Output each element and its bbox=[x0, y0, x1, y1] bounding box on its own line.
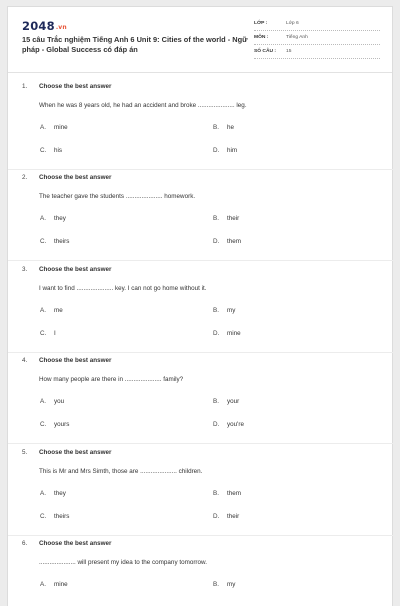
question-label: Choose the best answer bbox=[39, 174, 112, 181]
option-text: mine bbox=[54, 581, 68, 588]
option-c[interactable] bbox=[40, 147, 62, 154]
option-a[interactable] bbox=[40, 490, 66, 497]
option-b[interactable] bbox=[213, 307, 235, 314]
option-a[interactable] bbox=[40, 398, 64, 405]
option-d[interactable] bbox=[213, 513, 239, 520]
option-c[interactable] bbox=[40, 238, 69, 245]
option-text: he bbox=[227, 124, 235, 131]
option-a[interactable] bbox=[40, 215, 66, 222]
option-text: me bbox=[54, 307, 63, 314]
meta-value: Lớp 6 bbox=[286, 21, 299, 26]
option-letter: D. bbox=[213, 238, 220, 245]
option-letter: B. bbox=[213, 215, 219, 222]
question-number: 5. bbox=[22, 449, 28, 456]
option-text: my bbox=[227, 581, 236, 588]
option-letter: A. bbox=[40, 581, 46, 588]
question-number: 3. bbox=[22, 266, 28, 273]
question-number: 4. bbox=[22, 357, 28, 364]
option-letter: B. bbox=[213, 581, 219, 588]
question-divider bbox=[8, 352, 394, 353]
meta-row-count bbox=[254, 46, 380, 59]
question-text: This is Mr and Mrs Simth, those are ..................... children. bbox=[39, 468, 203, 475]
meta-key: SỐ CÂU : bbox=[254, 49, 277, 54]
question-text: ..................... will present my idea to the company tomorrow. bbox=[39, 559, 207, 566]
option-a[interactable] bbox=[40, 307, 63, 314]
option-letter: A. bbox=[40, 215, 46, 222]
option-letter: B. bbox=[213, 490, 219, 497]
option-text: them bbox=[227, 238, 241, 245]
question-divider bbox=[8, 535, 394, 536]
option-text: their bbox=[227, 215, 240, 222]
option-b[interactable] bbox=[213, 398, 239, 405]
option-letter: A. bbox=[40, 398, 46, 405]
question-divider bbox=[8, 443, 394, 444]
meta-key: MÔN : bbox=[254, 35, 269, 40]
option-text: them bbox=[227, 490, 241, 497]
meta-value: 15 bbox=[286, 49, 292, 54]
option-c[interactable] bbox=[40, 421, 69, 428]
option-b[interactable] bbox=[213, 124, 234, 131]
option-text: my bbox=[227, 307, 236, 314]
question-divider bbox=[8, 169, 394, 170]
option-text: his bbox=[54, 147, 63, 154]
option-letter: D. bbox=[213, 513, 220, 520]
logo-suffix: .vn bbox=[55, 24, 67, 31]
option-b[interactable] bbox=[213, 215, 239, 222]
option-text: him bbox=[227, 147, 238, 154]
logo-text: 2048 bbox=[22, 19, 55, 33]
question-label: Choose the best answer bbox=[39, 540, 112, 547]
question-label: Choose the best answer bbox=[39, 449, 112, 456]
option-d[interactable] bbox=[213, 147, 237, 154]
option-d[interactable] bbox=[213, 330, 241, 337]
option-letter: D. bbox=[213, 147, 220, 154]
option-a[interactable] bbox=[40, 581, 68, 588]
question-text: I want to find ..................... key. I can not go home without it. bbox=[39, 285, 207, 292]
option-text: their bbox=[227, 513, 240, 520]
option-letter: C. bbox=[40, 421, 47, 428]
question-text: When he was 8 years old, he had an accident and broke ..................... leg. bbox=[39, 102, 247, 109]
option-text: they bbox=[54, 490, 66, 497]
worksheet-meta bbox=[254, 18, 380, 60]
option-b[interactable] bbox=[213, 490, 241, 497]
option-c[interactable] bbox=[40, 330, 56, 337]
question-number: 1. bbox=[22, 83, 28, 90]
option-text: theirs bbox=[54, 513, 70, 520]
option-c[interactable] bbox=[40, 513, 69, 520]
option-text: you bbox=[54, 398, 65, 405]
question-number: 2. bbox=[22, 174, 28, 181]
option-text: theirs bbox=[54, 238, 70, 245]
option-letter: C. bbox=[40, 513, 47, 520]
option-letter: B. bbox=[213, 398, 219, 405]
option-letter: C. bbox=[40, 147, 47, 154]
option-letter: C. bbox=[40, 238, 47, 245]
option-text: I bbox=[54, 330, 56, 337]
option-d[interactable] bbox=[213, 238, 241, 245]
option-letter: B. bbox=[213, 307, 219, 314]
option-b[interactable] bbox=[213, 581, 235, 588]
meta-row-subject bbox=[254, 32, 380, 45]
option-text: you're bbox=[227, 421, 244, 428]
question-label: Choose the best answer bbox=[39, 357, 112, 364]
option-letter: D. bbox=[213, 421, 220, 428]
meta-value: Tiếng Anh bbox=[286, 35, 308, 40]
option-a[interactable] bbox=[40, 124, 68, 131]
option-letter: D. bbox=[213, 330, 220, 337]
option-text: yours bbox=[54, 421, 70, 428]
worksheet bbox=[7, 6, 393, 606]
page-title: 15 câu Trắc nghiệm Tiếng Anh 6 Unit 9: Cities of the world - Ngữ pháp - Global Success có đáp án bbox=[22, 35, 248, 54]
option-text: they bbox=[54, 215, 66, 222]
option-letter: A. bbox=[40, 124, 46, 131]
meta-key: LỚP : bbox=[254, 21, 268, 26]
worksheet-header bbox=[8, 7, 392, 73]
question-number: 6. bbox=[22, 540, 28, 547]
meta-row-class bbox=[254, 18, 380, 31]
option-text: your bbox=[227, 398, 240, 405]
question-divider bbox=[8, 260, 394, 261]
option-letter: A. bbox=[40, 307, 46, 314]
site-logo[interactable] bbox=[22, 19, 67, 33]
option-letter: B. bbox=[213, 124, 219, 131]
question-text: How many people are there in ..................... family? bbox=[39, 376, 184, 383]
question-label: Choose the best answer bbox=[39, 83, 112, 90]
option-letter: C. bbox=[40, 330, 47, 337]
option-letter: A. bbox=[40, 490, 46, 497]
question-text: The teacher gave the students ..................... homework. bbox=[39, 193, 196, 200]
option-d[interactable] bbox=[213, 421, 244, 428]
question-label: Choose the best answer bbox=[39, 266, 112, 273]
option-text: mine bbox=[227, 330, 241, 337]
option-text: mine bbox=[54, 124, 68, 131]
